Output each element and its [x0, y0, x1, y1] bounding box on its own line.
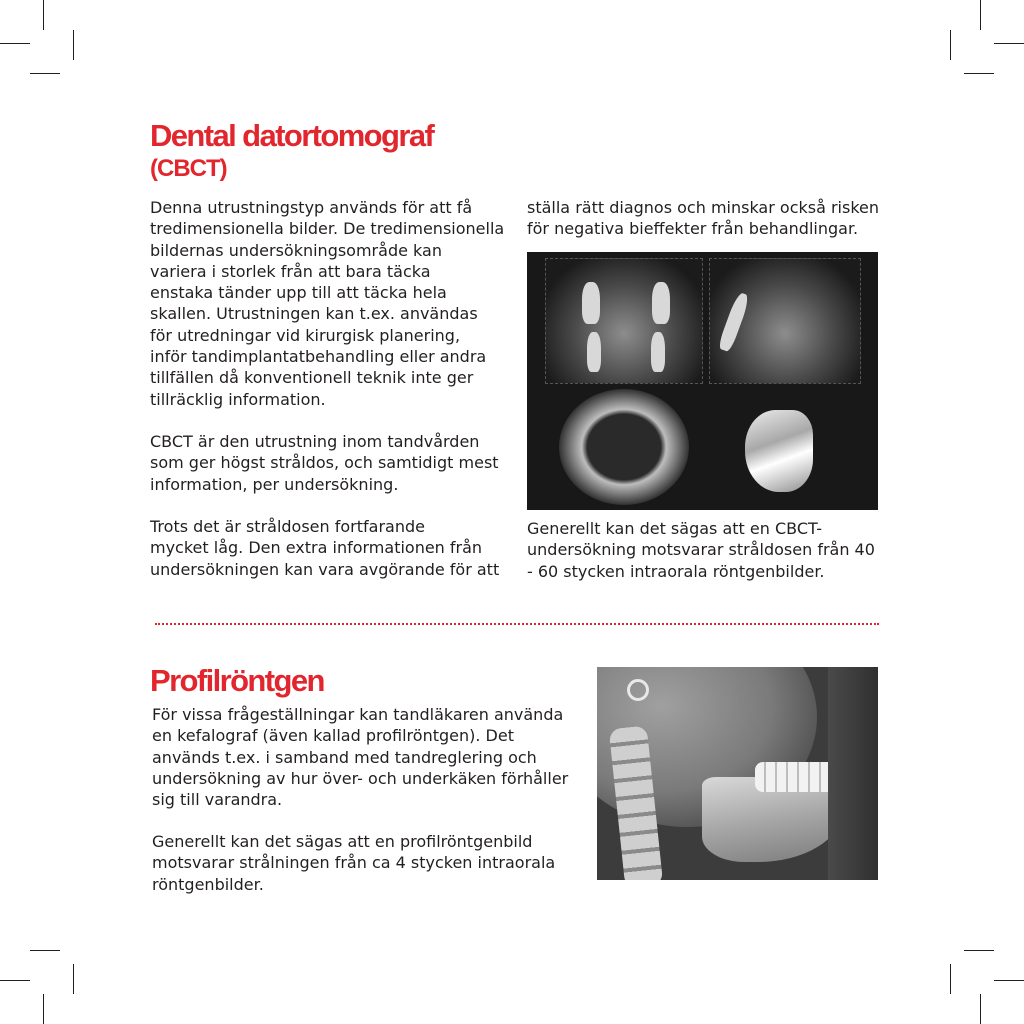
profile-xray-image [597, 667, 878, 880]
crop-mark [30, 73, 60, 74]
crop-mark [980, 994, 981, 1024]
section-divider [155, 623, 879, 625]
cbct-paragraph-1: Denna utrustningstyp används för att få tredimensionella bilder. De tredimensionella bildernas undersökningsområde kan variera i storlek från att bara täcka enstaka tänder upp till att täcka hela skallen. Utrustningen kan t.ex. användas för utredningar vid kirurgisk planering, inför tandimplantatbehandling eller andra tillfällen då konventionell teknik inte ger tillräcklig information. [150, 198, 505, 409]
crop-mark [0, 43, 30, 44]
crop-mark [950, 30, 951, 60]
cbct-subtitle: (CBCT) [150, 155, 227, 182]
crop-mark [30, 950, 60, 951]
cbct-scan-image [527, 252, 878, 510]
cbct-coronal-view [545, 258, 703, 384]
crop-mark [980, 0, 981, 30]
cbct-paragraph-2: CBCT är den utrustning inom tandvården som ger högst stråldos, och samtidigt mest information, per undersökning. [150, 432, 499, 494]
cbct-caption: Generellt kan det sägas att en CBCT- undersökning motsvarar stråldosen från 40 - 60 stycken intraorala röntgenbilder. [527, 519, 875, 581]
cbct-axial-view [559, 389, 689, 505]
cbct-paragraph-3: Trots det är stråldosen fortfarande mycket låg. Den extra informationen från undersökningen kan vara avgörande för att [150, 517, 500, 579]
cbct-3d-render [745, 410, 813, 492]
profil-paragraph-1: För vissa frågeställningar kan tandläkaren använda en kefalograf (även kallad profilröntgen). Det används t.ex. i samband med tandreglering och undersökning av hur över- och underkäken förhåller sig till varandra. [152, 705, 569, 810]
crop-mark [964, 950, 994, 951]
profil-title: Profilröntgen [150, 663, 324, 698]
profil-paragraph-2: Generellt kan det sägas att en profilröntgenbild motsvarar strålningen från ca 4 stycken intraorala röntgenbilder. [152, 832, 556, 894]
crop-mark [43, 994, 44, 1024]
crop-mark [950, 964, 951, 994]
crop-mark [964, 73, 994, 74]
crop-mark [994, 43, 1024, 44]
cbct-title: Dental datortomograf [150, 118, 434, 153]
crop-mark [73, 30, 74, 60]
crop-mark [994, 980, 1024, 981]
cbct-paragraph-4: ställa rätt diagnos och minskar också risken för negativa bieffekter från behandlingar. [527, 198, 880, 239]
crop-mark [0, 980, 30, 981]
crop-mark [43, 0, 44, 30]
crop-mark [73, 964, 74, 994]
